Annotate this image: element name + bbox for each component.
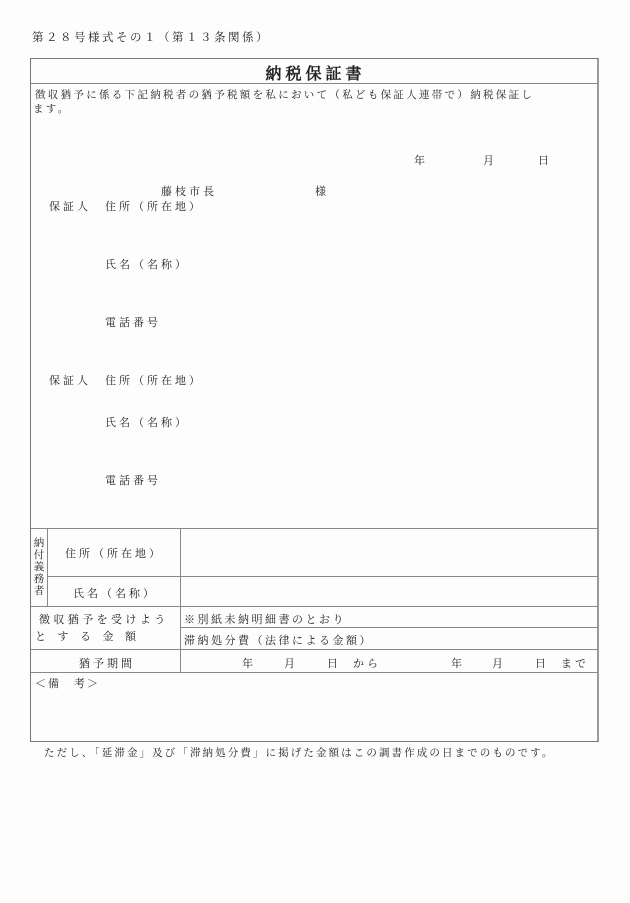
- period-to-text: まで: [561, 657, 589, 670]
- guarantor-1-phone-label: 電話番号: [105, 316, 161, 329]
- addressee-honorific: 様: [315, 185, 329, 198]
- form-title: 納税保証書: [265, 64, 366, 83]
- amount-label-line-1: 徴収猶予を受けよう: [39, 613, 169, 626]
- addressee-name: 藤枝市長: [161, 185, 217, 198]
- footnote: ただし、「延滞金」及び「滞納処分費」に掲げた金額はこの調書作成の日までのものです。: [44, 747, 555, 759]
- taxpayer-address-label: 住所（所在地）: [65, 547, 163, 560]
- remarks-field[interactable]: [32, 689, 597, 741]
- remarks-label: ＜備 考＞: [35, 677, 100, 690]
- date-year: 年: [414, 154, 428, 167]
- amount-row-1: ※別紙未納明細書のとおり: [184, 613, 346, 626]
- guarantor-2-phone-label: 電話番号: [105, 474, 161, 487]
- period-label: 猶予期間: [79, 657, 135, 670]
- guarantor-2-address-label: 住所（所在地）: [105, 374, 203, 387]
- period-to-day: 日: [535, 657, 549, 670]
- taxpayer-label: 納付義務者: [33, 537, 45, 597]
- divider: [180, 627, 598, 628]
- period-to-year: 年: [451, 657, 465, 670]
- taxpayer-name-label: 氏名（名称）: [73, 587, 157, 600]
- period-from-year: 年: [242, 657, 256, 670]
- divider: [31, 83, 598, 84]
- divider: [31, 606, 598, 607]
- guarantor-1-address-label: 住所（所在地）: [105, 200, 203, 213]
- amount-row-2: 滞納処分費（法律による金額）: [184, 634, 373, 647]
- divider: [31, 672, 598, 673]
- divider: [31, 649, 598, 650]
- taxpayer-address-field[interactable]: [181, 529, 597, 576]
- period-from-day: 日: [327, 657, 341, 670]
- amount-label-line-2: と す る 金 額: [35, 630, 140, 643]
- period-from-month: 月: [284, 657, 298, 670]
- guarantor-2-name-label: 氏名（名称）: [105, 416, 189, 429]
- period-from-text: から: [353, 657, 381, 670]
- period-to-month: 月: [492, 657, 506, 670]
- guarantor-2-label: 保証人: [49, 374, 91, 387]
- guarantor-1-label: 保証人: [49, 200, 91, 213]
- date-month: 月: [483, 154, 497, 167]
- statement-line-2: ます。: [33, 103, 71, 115]
- guarantor-1-name-label: 氏名（名称）: [105, 258, 189, 271]
- divider: [47, 528, 48, 606]
- statement-line-1: 徴収猶予に係る下記納税者の猶予税額を私において（私ども保証人連帯で）納税保証し: [35, 89, 535, 101]
- form-number: 第２８号様式その１（第１３条関係）: [32, 30, 270, 44]
- date-day: 日: [538, 154, 552, 167]
- guarantee-form: [30, 58, 599, 742]
- taxpayer-name-field[interactable]: [181, 577, 597, 606]
